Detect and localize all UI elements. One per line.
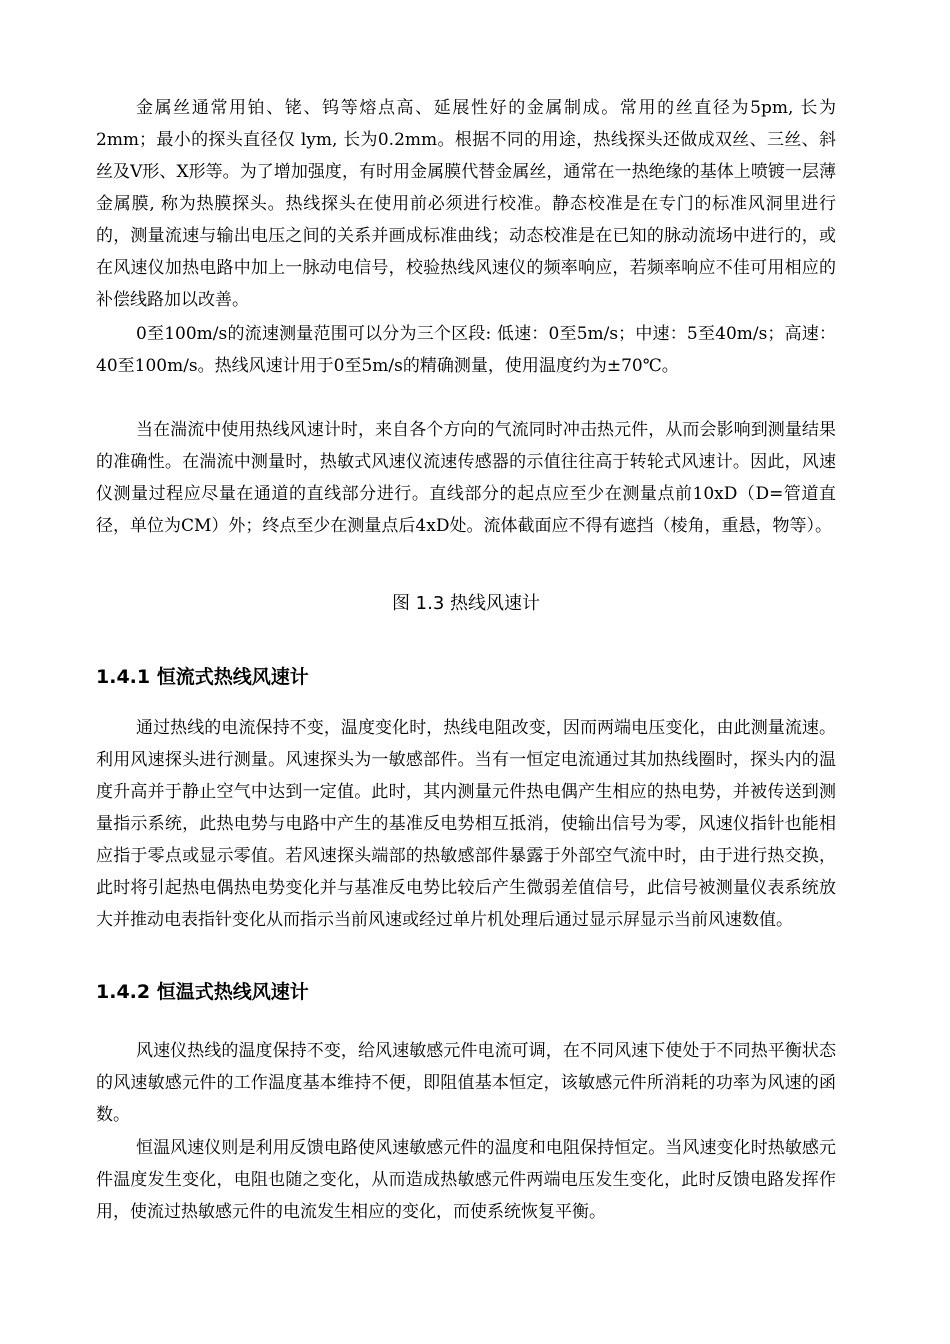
paragraph-constant-temperature-1: 风速仪热线的温度保持不变，给风速敏感元件电流可调，在不同风速下使处于不同热平衡状态的风速敏感元件的工作温度基本维持不便，即阻值基本恒定，该敏感元件所消耗的功率为风速的函数。 [96, 1041, 836, 1125]
paragraph-metal-wire: 金属丝通常用铂、铑、钨等熔点高、延展性好的金属制成。常用的丝直径为5pm, 长为2mm；最小的探头直径仅 lym, 长为0.2mm。根据不同的用途，热线探头还做成双丝、三丝、斜丝及V形、X形等。为了增加强度，有时用金属膜代替金属丝，通常在一热绝缘的基体上喷镀一层薄金属膜, 称为热膜探头。热线探头在使用前必须进行校准。静态校准是在专门的标准风洞里进行的，测量流速与输出电压之间的关系并画成标准曲线；动态校准是在已知的脉动流场中进行的，或在风速仪加热电路中加上一脉动电信号，校验热线风速仪的频率响应，若频率响应不佳可用相应的补偿线路加以改善。 [96, 98, 836, 310]
paragraph-velocity-ranges: 0至100m/s的流速测量范围可以分为三个区段: 低速：0至5m/s；中速：5至40m/s；高速：40至100m/s。热线风速计用于0至5m/s的精确测量，使用温度约为±70℃。 [96, 324, 836, 376]
paragraph-constant-temperature-2: 恒温风速仪则是利用反馈电路使风速敏感元件的温度和电阻保持恒定。当风速变化时热敏感元件温度发生变化，电阻也随之变化，从而造成热敏感元件两端电压发生变化，此时反馈电路发挥作用，使流过热敏感元件的电流发生相应的变化，而使系统恢复平衡。 [96, 1138, 836, 1222]
paragraph-constant-current: 通过热线的电流保持不变，温度变化时，热线电阻改变，因而两端电压变化，由此测量流速。利用风速探头进行测量。风速探头为一敏感部件。当有一恒定电流通过其加热线圈时，探头内的温度升高并于静止空气中达到一定值。此时，其内测量元件热电偶产生相应的热电势，并被传送到测量指示系统，此热电势与电路中产生的基准反电势相互抵消，使输出信号为零，风速仪指针也能相应指于零点或显示零值。若风速探头端部的热敏感部件暴露于外部空气流中时，由于进行热交换，此时将引起热电偶热电势变化并与基准反电势比较后产生微弱差值信号，此信号被测量仪表系统放大并推动电表指针变化从而指示当前风速或经过单片机处理后通过显示屏显示当前风速数值。 [96, 718, 836, 930]
section-heading-constant-current: 1.4.1 恒流式热线风速计 [96, 666, 309, 688]
paragraph-turbulence: 当在湍流中使用热线风速计时，来自各个方向的气流同时冲击热元件，从而会影响到测量结果的准确性。在湍流中测量时，热敏式风速仪流速传感器的示值往往高于转轮式风速计。因此，风速仪测量过程应尽量在通道的直线部分进行。直线部分的起点应至少在测量点前10xD（D=管道直径，单位为CM）外；终点至少在测量点后4xD处。流体截面应不得有遮挡（棱角，重悬，物等）。 [96, 420, 836, 536]
figure-caption: 图 1.3 热线风速计 [391, 593, 541, 614]
section-heading-constant-temperature: 1.4.2 恒温式热线风速计 [96, 981, 309, 1003]
